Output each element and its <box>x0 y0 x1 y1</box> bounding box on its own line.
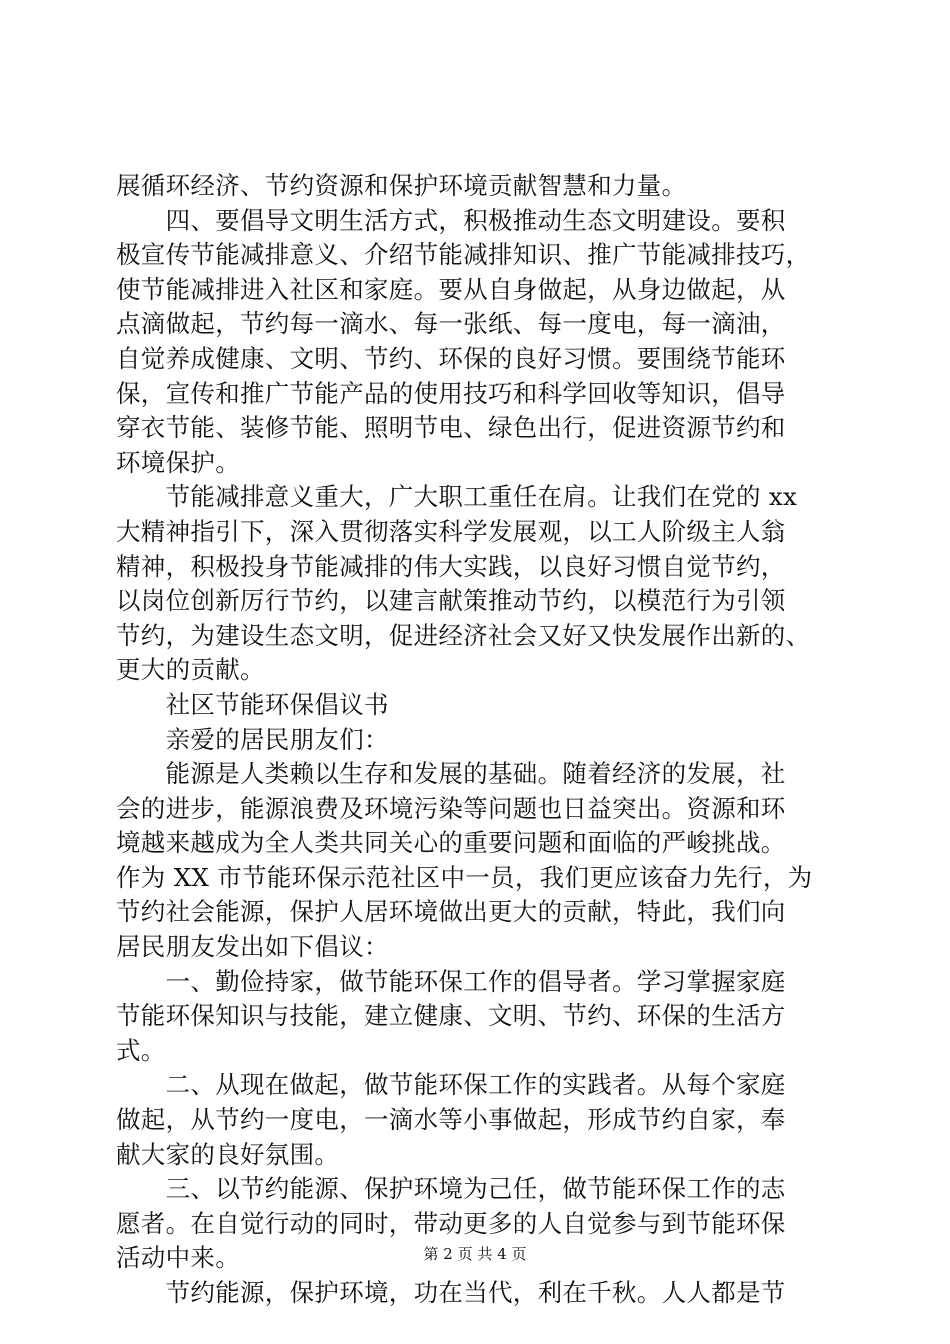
text-line: 更大的贡献。 <box>116 655 265 685</box>
text-line: 做起，从节约一度电，一滴水等小事做起，形成节约自家，奉 <box>116 1105 786 1135</box>
text-line: 境越来越成为全人类共同关心的重要问题和面临的严峻挑战。 <box>116 828 786 858</box>
text-line: 献大家的良好氛围。 <box>116 1139 340 1169</box>
text-line: 居民朋友发出如下倡议： <box>116 932 389 962</box>
document-body <box>116 169 836 1311</box>
text-line: 大精神指引下，深入贯彻落实科学发展观，以工人阶级主人翁 <box>116 516 786 546</box>
text-line: 作为 XX 市节能环保示范社区中一员，我们更应该奋力先行，为 <box>116 862 813 892</box>
text-line: 节约，为建设生态文明，促进经济社会又好又快发展作出新的、 <box>116 620 811 650</box>
text-line: 节约能源，保护环境，功在当代，利在千秋。人人都是节 <box>116 1278 786 1307</box>
text-line: 精神，积极投身节能减排的伟大实践，以良好习惯自觉节约， <box>116 551 786 581</box>
text-line: 点滴做起，节约每一滴水、每一张纸、每一度电，每一滴油， <box>116 309 786 339</box>
text-line: 二、从现在做起，做节能环保工作的实践者。从每个家庭 <box>116 1070 786 1100</box>
salutation: 亲爱的居民朋友们： <box>116 724 389 754</box>
text-line: 四、要倡导文明生活方式，积极推动生态文明建设。要积 <box>116 205 786 235</box>
text-line: 式。 <box>116 1035 166 1065</box>
text-line: 能源是人类赖以生存和发展的基础。随着经济的发展，社 <box>116 759 786 789</box>
text-line: 节约社会能源，保护人居环境做出更大的贡献，特此，我们向 <box>116 897 786 927</box>
text-line: 以岗位创新厉行节约，以建言献策推动节约，以模范行为引领 <box>116 586 786 616</box>
text-line: 展循环经济、节约资源和保护环境贡献智慧和力量。 <box>116 171 687 200</box>
section-title: 社区节能环保倡议书 <box>116 689 389 719</box>
text-line: 环境保护。 <box>116 447 240 477</box>
text-line: 使节能减排进入社区和家庭。要从自身做起，从身边做起，从 <box>116 274 786 304</box>
text-line: 穿衣节能、装修节能、照明节电、绿色出行，促进资源节约和 <box>116 413 786 443</box>
text-line: 愿者。在自觉行动的同时，带动更多的人自觉参与到节能环保 <box>116 1208 786 1238</box>
text-line: 活动中来。 <box>116 1243 240 1273</box>
text-line: 节能减排意义重大，广大职工重任在肩。让我们在党的 xx <box>116 482 798 512</box>
text-line: 一、勤俭持家，做节能环保工作的倡导者。学习掌握家庭 <box>116 966 786 996</box>
text-line: 三、以节约能源、保护环境为己任，做节能环保工作的志 <box>116 1174 786 1204</box>
text-line: 会的进步，能源浪费及环境污染等问题也日益突出。资源和环 <box>116 793 786 823</box>
text-line: 极宣传节能减排意义、介绍节能减排知识、推广节能减排技巧， <box>116 240 811 270</box>
text-line: 节能环保知识与技能，建立健康、文明、节约、环保的生活方 <box>116 1001 786 1031</box>
text-line: 保，宣传和推广节能产品的使用技巧和科学回收等知识，倡导 <box>116 378 786 408</box>
text-line: 自觉养成健康、文明、节约、环保的良好习惯。要围绕节能环 <box>116 343 786 373</box>
page-number-footer: 第 2 页 共 4 页 <box>423 1245 527 1263</box>
